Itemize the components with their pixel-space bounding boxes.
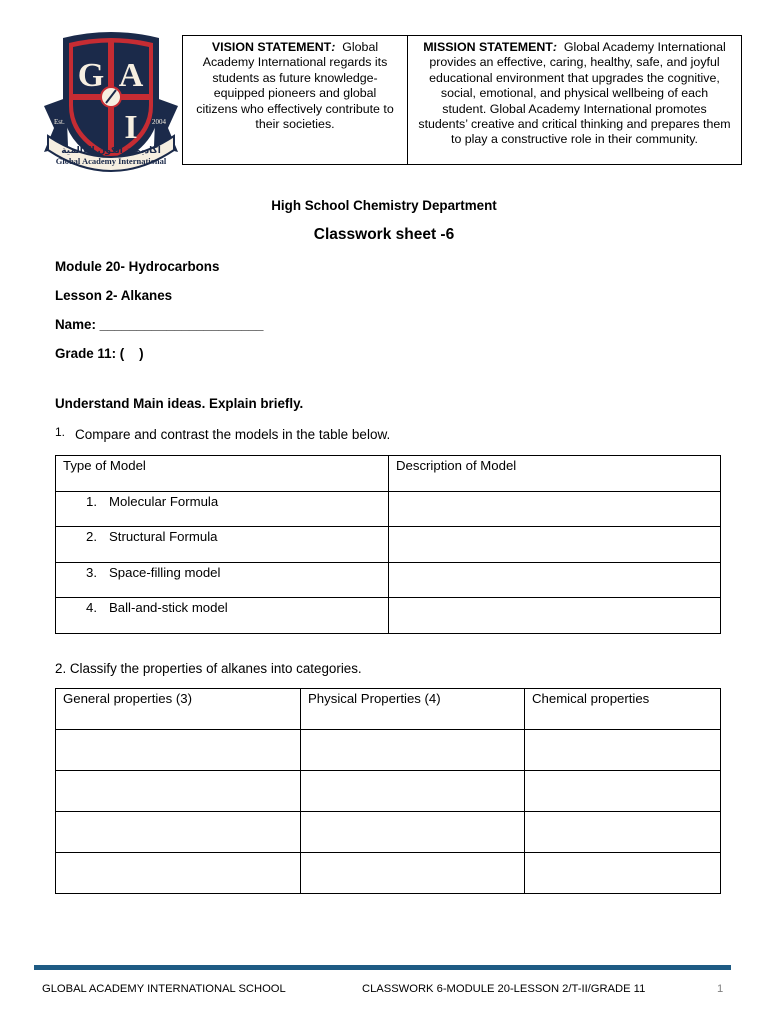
- vision-heading: VISION STATEMENT: [211, 40, 332, 54]
- logo-letter: G: [77, 57, 105, 94]
- vision-statement: [183, 36, 408, 164]
- answer-cell[interactable]: [56, 812, 301, 853]
- table-row: [56, 562, 721, 598]
- answer-cell[interactable]: [301, 812, 525, 853]
- logo-arabic-name: أكاديمية الكون العالمية: [61, 146, 161, 156]
- answer-cell[interactable]: [525, 853, 721, 894]
- model-type-cell: [56, 598, 389, 634]
- table-row: [56, 491, 721, 527]
- model-type-label: Structural Formula: [109, 529, 218, 544]
- answer-cell[interactable]: [56, 730, 301, 771]
- module-label: Module 20- Hydrocarbons: [55, 259, 220, 274]
- row-number: 3.: [86, 564, 97, 580]
- models-table: [55, 455, 721, 634]
- grade-field[interactable]: Grade 11: ( ): [55, 346, 144, 361]
- description-answer-cell[interactable]: [389, 491, 721, 527]
- description-answer-cell[interactable]: [389, 598, 721, 634]
- answer-cell[interactable]: [301, 730, 525, 771]
- footer-divider: [34, 965, 731, 970]
- table-header-cell: Type of Model: [56, 456, 389, 492]
- sheet-title: Classwork sheet -6: [313, 226, 455, 243]
- table-header-row: [56, 456, 721, 492]
- vision-mission-box: [182, 35, 742, 165]
- model-type-cell: [56, 527, 389, 563]
- table-row: [56, 598, 721, 634]
- answer-cell[interactable]: [56, 771, 301, 812]
- page-number: 1: [717, 983, 724, 995]
- table-row: [56, 853, 721, 894]
- vision-text: Global Academy International regards its students as future knowledge-equipped pioneers and global citizens who effectively contribute to their societies.: [196, 40, 394, 132]
- answer-cell[interactable]: [525, 730, 721, 771]
- mission-text: Global Academy International provides an effective, caring, healthy, safe, and joyful educational environment that upgrades the cognitive, social, emotional, and physical wellbeing of each student. Global Academy International promotes students’ creative and critical thinking and prepares them to play a constructive role in their community.: [418, 40, 731, 147]
- mission-statement: [408, 36, 741, 164]
- table-header-cell: Description of Model: [389, 456, 721, 492]
- model-type-label: Molecular Formula: [109, 493, 219, 509]
- table-header-row: [56, 689, 721, 730]
- footer-reference: CLASSWORK 6-MODULE 20-LESSON 2/T-II/GRADE 11: [362, 983, 646, 995]
- description-answer-cell[interactable]: [389, 562, 721, 598]
- school-logo: [36, 28, 186, 178]
- vision-colon: :: [331, 40, 336, 54]
- row-number: 4.: [86, 600, 97, 615]
- mission-heading: MISSION STATEMENT: [423, 40, 553, 54]
- footer-school-name: GLOBAL ACADEMY INTERNATIONAL SCHOOL: [42, 983, 286, 995]
- table-row: [56, 812, 721, 853]
- instructions: Understand Main ideas. Explain briefly.: [55, 396, 304, 411]
- question-1-text: Compare and contrast the models in the table below.: [75, 427, 391, 442]
- answer-cell[interactable]: [301, 771, 525, 812]
- question-1: [55, 427, 390, 442]
- table-row: [56, 527, 721, 563]
- table-header-cell: Chemical properties: [525, 689, 721, 730]
- table-header-cell: Physical Properties (4): [301, 689, 525, 730]
- answer-cell[interactable]: [301, 853, 525, 894]
- mission-colon: :: [552, 40, 557, 54]
- table-row: [56, 771, 721, 812]
- department-title: High School Chemistry Department: [271, 198, 497, 213]
- question-2-text: 2. Classify the properties of alkanes into categories.: [55, 661, 362, 676]
- logo-est: Est.: [54, 118, 65, 126]
- table-header-cell: General properties (3): [56, 689, 301, 730]
- table-row: [56, 730, 721, 771]
- question-1-number: 1.: [55, 425, 66, 439]
- answer-cell[interactable]: [525, 771, 721, 812]
- logo-letter: I: [124, 109, 138, 146]
- answer-cell[interactable]: [525, 812, 721, 853]
- answer-cell[interactable]: [56, 853, 301, 894]
- logo-letter: A: [118, 57, 144, 94]
- logo-english-name: Global Academy International: [55, 156, 167, 166]
- shield-crest-icon: [36, 28, 186, 178]
- name-field[interactable]: Name: ______________________: [55, 317, 264, 332]
- row-number: 2.: [86, 529, 97, 544]
- model-type-cell: [56, 562, 389, 598]
- model-type-cell: [56, 491, 389, 527]
- model-type-label: Ball-and-stick model: [109, 600, 228, 615]
- model-type-label: Space-filling model: [109, 564, 221, 580]
- lesson-label: Lesson 2- Alkanes: [55, 288, 173, 303]
- logo-year: 2004: [152, 118, 166, 126]
- properties-table: [55, 688, 721, 894]
- description-answer-cell[interactable]: [389, 527, 721, 563]
- row-number: 1.: [86, 493, 97, 509]
